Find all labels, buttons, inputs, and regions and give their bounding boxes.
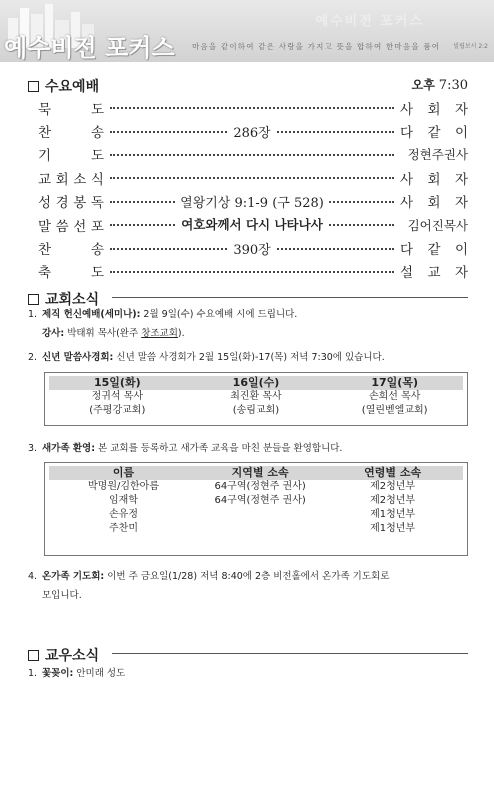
order-leader-dots — [110, 143, 394, 166]
dotted-leader — [110, 271, 394, 273]
table-header-row — [49, 466, 463, 480]
label-char: 도 — [90, 101, 104, 118]
worship-section-header — [28, 76, 99, 96]
dotted-leader — [110, 107, 394, 109]
notice-text: 안미래 성도 — [76, 668, 126, 679]
member-news-header — [28, 645, 99, 665]
table-cell: 제2청년부 — [370, 481, 416, 492]
table-header-cell: 지역별 소속 — [198, 466, 322, 480]
notice-item-2 — [28, 350, 478, 365]
table-cell: 주찬미 — [109, 523, 138, 534]
bulletin-title: 예수비전 포커스 — [4, 34, 175, 62]
order-row — [38, 166, 468, 189]
order-row — [38, 213, 468, 236]
order-item-label — [38, 191, 104, 211]
person-char: 설 — [400, 265, 414, 282]
table-cell: 64구역(정현주 권사) — [214, 495, 306, 506]
member-notice-item-1 — [28, 666, 468, 681]
table-header-cell: 연령별 소속 — [322, 466, 463, 480]
order-item-person — [400, 238, 468, 258]
person-char: 자 — [454, 265, 468, 282]
order-item-person: 정현주권사 — [407, 147, 468, 163]
table-cell: 박명원/김한아름 — [88, 481, 160, 492]
person-char: 다 — [400, 125, 414, 142]
table-row — [49, 494, 463, 508]
section-divider — [112, 297, 468, 298]
banner-watermark-text: 예수비전 포커스 — [315, 14, 424, 29]
order-leader-dots — [110, 166, 394, 189]
order-leader-dots — [110, 237, 394, 260]
verse-reference: 빌립보서 2:2 — [453, 43, 488, 50]
table-cell: (송림교회) — [232, 405, 280, 416]
order-leader-dots — [110, 213, 394, 236]
label-char: 말 — [38, 218, 52, 235]
order-item-content: 390장 — [228, 239, 275, 258]
order-item-person — [400, 191, 468, 211]
label-char: 성 — [38, 195, 52, 212]
speaker-name: 박태휘 목사(완주 — [67, 328, 139, 339]
speaker-end: ). — [177, 328, 185, 339]
label-char: 도 — [90, 265, 104, 282]
label-char: 소 — [73, 171, 87, 188]
person-char: 이 — [454, 242, 468, 259]
order-item-person — [400, 98, 468, 118]
church-news-header — [28, 289, 99, 309]
order-leader-dots — [110, 96, 394, 119]
order-item-person — [400, 121, 468, 141]
notice-number: 1. — [28, 668, 38, 679]
label-char: 도 — [90, 148, 104, 165]
label-char: 묵 — [38, 101, 52, 118]
notice-number: 3. — [28, 443, 38, 454]
notice-text-continued: 모입니다. — [42, 590, 82, 601]
worship-time-label: 오후 — [411, 78, 435, 92]
person-char: 회 — [427, 195, 441, 212]
label-char: 찬 — [38, 125, 52, 142]
notice-number: 2. — [28, 352, 38, 363]
order-item-content: 열왕기상 9:1-9 (구 528) — [175, 192, 329, 211]
table-row — [49, 522, 463, 536]
table-header-cell: 15일(화) — [49, 376, 186, 390]
order-item-content: 286장 — [228, 122, 275, 141]
person-char: 교 — [427, 265, 441, 282]
table-cell: 제2청년부 — [370, 495, 416, 506]
table-row — [49, 390, 463, 404]
newcomer-table — [49, 466, 463, 536]
table-cell: (주평강교회) — [89, 405, 146, 416]
person-char: 자 — [454, 195, 468, 212]
label-char: 씀 — [55, 218, 69, 235]
table-cell: (열린벧엘교회) — [361, 405, 428, 416]
notice-title: 제직 헌신예배(세미나): — [42, 309, 141, 320]
notice-title: 신년 말씀사경회: — [42, 352, 114, 363]
header-banner — [0, 0, 494, 62]
table-header-cell: 16일(수) — [186, 376, 327, 390]
notice-title: 꽃꽂이: — [42, 668, 74, 679]
notice-item-3 — [28, 441, 478, 456]
table-cell: 64구역(정현주 권사) — [214, 481, 306, 492]
bulletin-motto: 마음을 같이하여 같은 사랑을 가지고 뜻을 합하여 한마음을 품어 — [192, 42, 441, 51]
section-divider — [112, 653, 468, 654]
order-item-label — [38, 238, 104, 258]
checkbox-square-icon — [28, 294, 39, 305]
label-char: 봉 — [73, 195, 87, 212]
revival-schedule-table — [49, 376, 463, 418]
table-header-cell: 17일(목) — [326, 376, 463, 390]
notice-text: 본 교회를 등록하고 새가족 교육을 마친 분들을 환영합니다. — [98, 443, 343, 454]
person-char: 사 — [400, 195, 414, 212]
label-char: 교 — [38, 171, 52, 188]
worship-time — [412, 76, 468, 93]
speaker-label: 강사: — [42, 328, 65, 339]
person-char: 사 — [400, 101, 414, 118]
order-item-content: 여호와께서 다시 나타나사 — [176, 215, 328, 233]
person-char: 회 — [427, 171, 441, 188]
person-char: 이 — [454, 125, 468, 142]
person-char: 다 — [400, 242, 414, 259]
label-char: 찬 — [38, 242, 52, 259]
dotted-leader — [110, 177, 394, 179]
order-item-label — [38, 261, 104, 281]
order-row — [38, 143, 468, 166]
speaker-church: 창조교회 — [141, 328, 178, 339]
checkbox-square-icon — [28, 650, 39, 661]
person-char: 자 — [454, 101, 468, 118]
order-item-person — [400, 168, 468, 188]
order-row — [38, 119, 468, 142]
notice-number: 1. — [28, 309, 38, 320]
notice-item-4 — [28, 569, 478, 603]
label-char: 독 — [90, 195, 104, 212]
worship-time-value: 7:30 — [438, 78, 468, 93]
order-leader-dots — [110, 260, 394, 283]
label-char: 포 — [90, 218, 104, 235]
order-row — [38, 190, 468, 213]
notice-text: 신년 말씀 사경회가 2월 15일(화)-17(목) 저녁 7:30에 있습니다. — [116, 352, 385, 363]
order-item-label — [38, 121, 104, 141]
member-news-title: 교우소식 — [45, 648, 100, 664]
table-row — [49, 508, 463, 522]
order-item-person — [400, 261, 468, 281]
church-news-title: 교회소식 — [45, 292, 100, 308]
dotted-leader — [110, 154, 394, 156]
table-cell: 제1청년부 — [370, 523, 416, 534]
order-row — [38, 96, 468, 119]
order-row — [38, 260, 468, 283]
order-item-label — [38, 144, 104, 164]
table-cell: 손유정 — [109, 509, 138, 520]
notice-text: 2월 9일(수) 수요예배 시에 드립니다. — [143, 309, 298, 320]
person-char: 자 — [454, 171, 468, 188]
order-leader-dots — [110, 120, 394, 143]
label-char: 식 — [90, 171, 104, 188]
table-header-row — [49, 376, 463, 390]
order-item-label — [38, 215, 104, 235]
person-char: 회 — [427, 101, 441, 118]
table-cell: 임재학 — [109, 495, 138, 506]
order-item-label — [38, 168, 104, 188]
table-row — [49, 480, 463, 494]
label-char: 송 — [90, 125, 104, 142]
table-cell — [198, 522, 322, 536]
table-cell: 손희선 목사 — [368, 391, 421, 402]
notice-item-1 — [28, 307, 468, 341]
table-cell — [198, 508, 322, 522]
table-cell: 제1청년부 — [370, 509, 416, 520]
label-char: 선 — [73, 218, 87, 235]
order-item-label — [38, 98, 104, 118]
person-char: 같 — [427, 125, 441, 142]
table-row — [49, 404, 463, 418]
notice-title: 온가족 기도회: — [42, 571, 105, 582]
order-leader-dots — [110, 190, 394, 213]
label-char: 회 — [55, 171, 69, 188]
order-item-person: 김어진목사 — [407, 217, 468, 233]
table-header-cell: 이름 — [49, 466, 198, 480]
worship-section-title: 수요예배 — [45, 79, 100, 95]
person-char: 사 — [400, 171, 414, 188]
order-of-service — [38, 96, 468, 283]
label-char: 기 — [38, 148, 52, 165]
table-cell: 정귀석 목사 — [91, 391, 144, 402]
label-char: 송 — [90, 242, 104, 259]
label-char: 경 — [55, 195, 69, 212]
notice-title: 새가족 환영: — [42, 443, 95, 454]
person-char: 같 — [427, 242, 441, 259]
label-char: 축 — [38, 265, 52, 282]
notice-text: 이번 주 금요일(1/28) 저녁 8:40에 2층 비전홀에서 온가족 기도회로 — [107, 571, 390, 582]
table-cell: 최진환 목사 — [230, 391, 282, 402]
checkbox-square-icon — [28, 81, 39, 92]
notice-number: 4. — [28, 571, 38, 582]
order-row — [38, 236, 468, 259]
